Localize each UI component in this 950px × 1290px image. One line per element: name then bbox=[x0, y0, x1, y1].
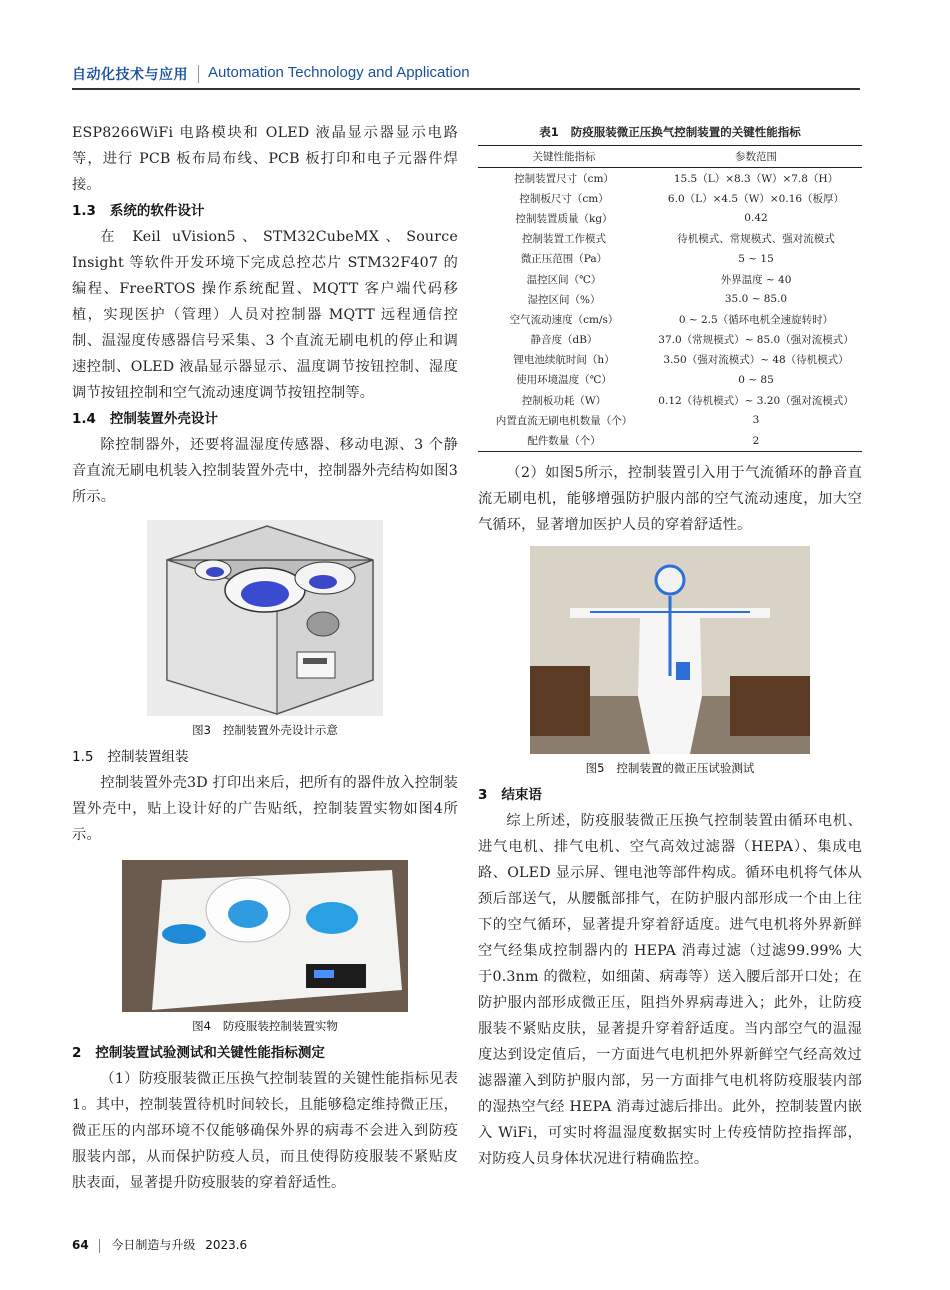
table-row: 控制装置工作模式 待机模式、常规模式、强对流模式 bbox=[522, 233, 835, 246]
paragraph-key-indicators: （1）防疫服装微正压换气控制装置的关键性能指标见表1。其中，控制装置待机时间较长，且能够稳定维持微正压，微正压的内部环境不仅能够确保外界的病毒不会进入到防疫服装内部，从而保护防疫人员，而且使得防疫服装不紧贴皮肤表面，显著提升防疫服装的穿着舒适性。 bbox=[72, 1071, 458, 1191]
right-column bbox=[478, 124, 862, 1172]
left-column bbox=[72, 120, 458, 1196]
table-row: 使用环境温度（℃） 0 ~ 85 bbox=[516, 373, 774, 387]
figure-3-caption: 图3 控制装置外壳设计示意 bbox=[192, 723, 338, 737]
paragraph-assembly: 控制装置外壳3D 打印出来后，把所有的器件放入控制装置外壳中，贴上设计好的广告贴纸，控制装置实物如图4所示。 bbox=[72, 775, 458, 843]
figure-4-caption: 图4 防疫服装控制装置实物 bbox=[192, 1019, 338, 1033]
section-heading-3: 3 结束语 bbox=[478, 786, 542, 803]
journal-name-en: Automation Technology and Application bbox=[208, 64, 470, 81]
table-row: 温控区间（℃） 外界温度 ~ 40 bbox=[526, 273, 792, 286]
paragraph-software-design: 在 Keil uVision5、STM32CubeMX、Source Insight 等软件开发环境下完成总控芯片 STM32F407 的编程、FreeRTOS 操作系统配置、MQTT 客户端代码移植，实现医护（管理）人员对控制器 MQTT 远程通信控制、温湿度传感器信号采集、3 个直流无刷电机的停止和调速控制、OLED 液晶显示器显示、温度调节按钮控制、湿度调节按钮控制和空气流动速度调节按钮控制等。 bbox=[72, 229, 458, 401]
paragraph-circulation-motor: （2）如图5所示，控制装置引入用于气流循环的静音直流无刷电机，能够增强防护服内部的空气流动速度，加大空气循环，显著增加医护人员的穿着舒适性。 bbox=[478, 464, 862, 533]
enclosure-render-illustration bbox=[147, 520, 383, 716]
table-row: 微正压范围（Pa） 5 ~ 15 bbox=[520, 252, 774, 266]
section-heading-1-4: 1.4 控制装置外壳设计 bbox=[72, 411, 218, 427]
table-row: 控制板功耗（W） 0.12（待机模式）~ 3.20（强对流模式） bbox=[521, 394, 854, 407]
page-number: 64 bbox=[72, 1238, 89, 1252]
table-row: 控制装置尺寸（cm） 15.5（L）×8.3（W）×7.8（H） bbox=[514, 172, 839, 185]
section-heading-1-5: 1.5 控制装置组装 bbox=[72, 749, 189, 765]
page-footer bbox=[72, 1236, 247, 1253]
table-row: 内置直流无刷电机数量（个） 3 bbox=[495, 414, 760, 427]
table-header-indicator: 关键性能指标 bbox=[478, 146, 650, 168]
journal-name-cn: 自动化技术与应用 bbox=[72, 67, 188, 83]
table-row: 配件数量（个） 2 bbox=[478, 430, 862, 451]
header-separator bbox=[198, 65, 199, 83]
running-header bbox=[72, 64, 860, 86]
footer-issue: 2023.6 bbox=[205, 1238, 248, 1252]
table-header-range: 参数范围 bbox=[650, 146, 862, 168]
table-1-key-indicators bbox=[478, 124, 862, 452]
footer-journal: 今日制造与升级 bbox=[111, 1238, 196, 1252]
table-row: 静音度（dB） 37.0（常规模式）~ 85.0（强对流模式） bbox=[530, 334, 854, 347]
header-rule bbox=[72, 88, 860, 90]
paragraph-conclusion: 综上所述，防疫服装微正压换气控制装置由循环电机、进气电机、排气电机、空气高效过滤器（HEPA）、集成电路、OLED 显示屏、锂电池等部件构成。循环电机将气体从颈后部送气，从腰骶部排气，在防护服内部形成一个由上往下的空气循环，显著提升穿着舒适度。进气电机将外界新鲜空气经集成控制器内的 HEPA 消毒过滤（过滤99.99% 大于0.3nm 的微粒，如细菌、病毒等）送入腰后部开口处；在防护服内部形成微正压，阻挡外界病毒进入；此外，让防疫服装不紧贴皮肤，显著提升穿着舒适度。当内部空气的温湿度达到设定值后，一方面进气电机把外界新鲜空气经高效过滤器灌入到防护服内部，另一方面排气电机将防疫服装内部的湿热空气经 HEPA 消毒过滤后排出。此外，控制装置内嵌入 WiFi，可实时将温湿度数据实时上传疫情防控指挥部，对防疫人员身体状况进行精确监控。 bbox=[478, 812, 862, 1167]
table-row: 湿控区间（%） 35.0 ~ 85.0 bbox=[527, 293, 788, 306]
figure-5-caption: 图5 控制装置的微正压试验测试 bbox=[585, 760, 755, 775]
figure-3-image bbox=[147, 520, 383, 716]
section-heading-2: 2 控制装置试验测试和关键性能指标测定 bbox=[72, 1045, 325, 1061]
table-row: 锂电池续航时间（h） 3.50（强对流模式）~ 48（待机模式） bbox=[513, 354, 849, 367]
table-row: 控制板尺寸（cm） 6.0（L）×4.5（W）×0.16（板厚） bbox=[519, 192, 845, 205]
figure-5-image bbox=[530, 546, 810, 754]
table-header-row bbox=[478, 146, 862, 168]
table-row: 空气流动速度（cm/s） 0 ~ 2.5（循环电机全速旋转时） bbox=[509, 313, 834, 326]
footer-separator bbox=[99, 1239, 100, 1253]
protective-suit-photo-illustration bbox=[530, 546, 810, 754]
table-row: 控制装置质量（kg） 0.42 bbox=[515, 212, 768, 225]
device-photo-illustration bbox=[122, 860, 408, 1012]
paragraph-enclosure-design: 除控制器外，还要将温湿度传感器、移动电源、3 个静音直流无刷电机装入控制装置外壳中，控制器外壳结构如图3所示。 bbox=[72, 437, 458, 505]
figure-4-image bbox=[122, 860, 408, 1012]
section-heading-1-3: 1.3 系统的软件设计 bbox=[72, 203, 205, 219]
table-1-caption: 表1 防疫服装微正压换气控制装置的关键性能指标 bbox=[539, 125, 801, 139]
paragraph-continued: ESP8266WiFi 电路模块和 OLED 液晶显示器显示电路等，进行 PCB 板布局布线、PCB 板打印和电子元器件焊接。 bbox=[72, 125, 458, 193]
